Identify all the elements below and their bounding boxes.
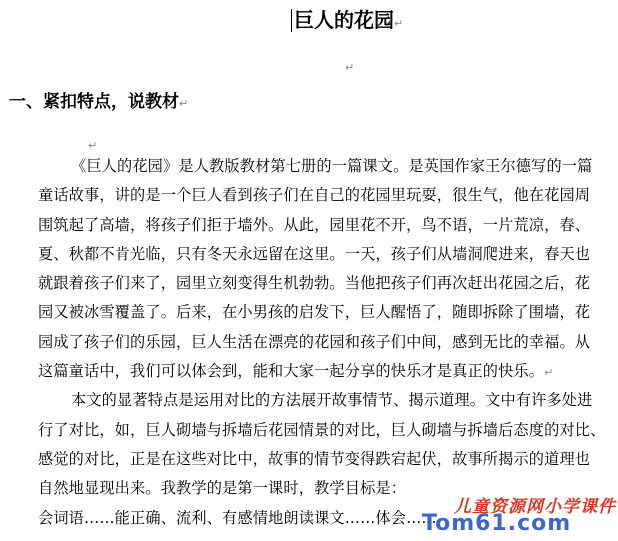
text-line: 童话故事，讲的是一个巨人看到孩子们在自己的花园里玩耍，很生气，他在花园周 (38, 186, 591, 205)
text-line (38, 357, 616, 386)
text-line: 《巨人的花园》是人教版教材第七册的一篇课文。是英国作家王尔德写的一篇 (71, 157, 593, 175)
heading-text: 一、紧扣特点，说教材 (9, 92, 179, 112)
text-line: 园又被冰雪覆盖了。后来，在小男孩的启发下，巨人醒悟了，随即拆除了围墙，花 (38, 303, 591, 322)
text-line: 感觉的对比，正是在这些对比中，故事的情节变得跌宕起伏，故事所揭示的道理也 (38, 449, 591, 468)
text-line: 会词语……能正确、流利、有感情地朗读课文……体会…… (38, 508, 437, 527)
watermark-top-text: 儿童资源网小学课件 (454, 497, 616, 517)
text-line: 园成了孩子们的乐园，巨人生活在漂亮的花园和孩子们中间，感到无比的幸福。从 (38, 332, 591, 351)
paragraph-mark-icon: ↵ (88, 139, 98, 152)
paragraph-mark-icon: ↵ (394, 17, 404, 30)
paragraph-mark-icon: ↵ (179, 97, 189, 110)
section-heading[interactable] (9, 89, 188, 117)
empty-paragraph[interactable] (88, 134, 97, 153)
text-line: 自然地显现出来。我教学的是第一课时，教学目标是： (38, 479, 407, 498)
line-text: 这篇童话中，我们可以体会到，能和大家一起分享的快乐才是真正的快乐。 (38, 362, 545, 381)
text-line: 围筑起了高墙，将孩子们拒于墙外。从此，园里花不开，鸟不语，一片荒凉，春、 (38, 215, 591, 234)
text-line: 夏、秋都不肯光临，只有冬天永远留在这里。一天，孩子们从墙洞爬进来，春天也 (38, 244, 591, 263)
paragraph-mark-icon: ↵ (345, 61, 355, 74)
document-title[interactable] (294, 6, 403, 38)
text-cursor (291, 9, 292, 32)
watermark-bottom-text: Tom61.com (422, 511, 572, 536)
empty-paragraph[interactable] (345, 56, 354, 75)
title-text: 巨人的花园 (294, 8, 394, 32)
paragraph-mark-icon: ↵ (544, 366, 554, 380)
text-line: 行了对比，如，巨人砌墙与拆墙后花园情景的对比，巨人砌墙与拆墙后态度的对比、 (38, 420, 606, 439)
text-line: 就跟着孩子们来了，园里立刻变得生机勃勃。当他把孩子们再次赶出花园之后，花 (38, 274, 591, 293)
body-text[interactable] (38, 152, 616, 533)
text-line: 本文的显著特点是运用对比的方法展开故事情节、揭示道理。文中有许多处进 (71, 391, 593, 410)
site-watermark (408, 492, 618, 541)
